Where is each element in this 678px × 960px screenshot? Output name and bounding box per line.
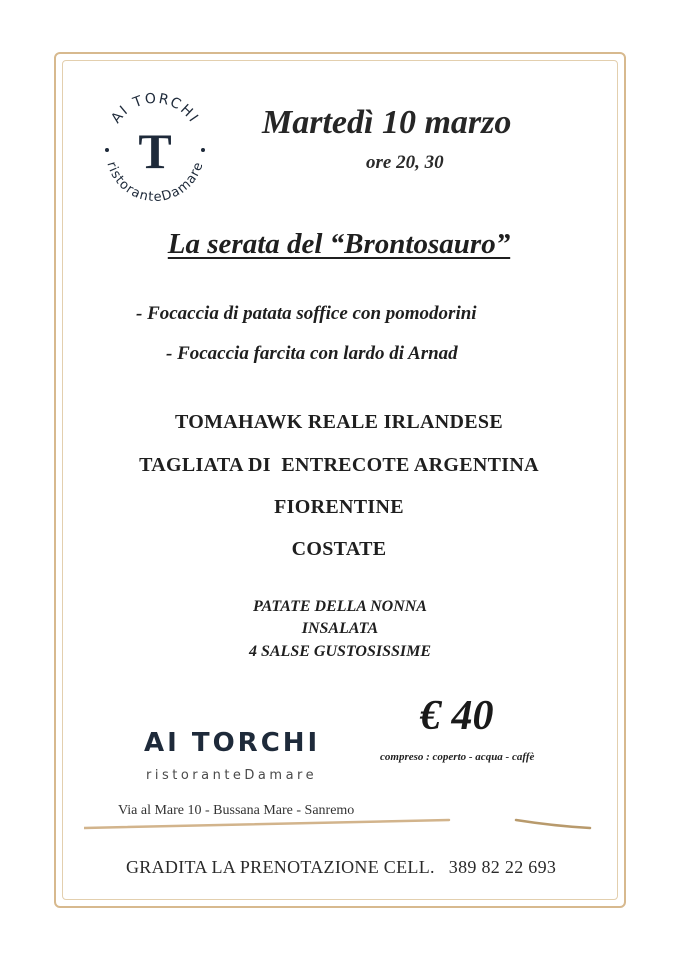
logo-ring-text-top: AI TORCHI	[108, 90, 203, 127]
event-time: ore 20, 30	[366, 152, 444, 173]
starter-item: - Focaccia di patata soffice con pomodorini	[136, 303, 477, 324]
booking-phone[interactable]: 389 82 22 693	[448, 857, 557, 877]
main-course-item: COSTATE	[291, 538, 387, 560]
decorative-swoosh	[84, 812, 594, 834]
event-date: Martedì 10 marzo	[262, 104, 512, 141]
main-course-item: TAGLIATA DI ENTRECOTE ARGENTINA	[139, 454, 539, 476]
brand-subtitle: ristoranteDamare	[146, 768, 318, 783]
event-title: La serata del “Brontosauro”	[167, 228, 511, 260]
brand-name: AI TORCHI	[144, 728, 321, 758]
main-course-item: FIORENTINE	[274, 496, 404, 518]
logo-dot-left	[105, 148, 109, 152]
side-dish-item: PATATE DELLA NONNA	[253, 598, 427, 615]
price-amount: € 40	[420, 693, 494, 739]
side-dish-item: 4 SALSE GUSTOSISSIME	[248, 643, 431, 660]
restaurant-logo	[90, 86, 220, 216]
starter-item: - Focaccia farcita con lardo di Arnad	[166, 343, 458, 364]
logo-dot-right	[201, 148, 205, 152]
logo-monogram: T	[138, 123, 172, 179]
price-note: compreso : coperto - acqua - caffè	[380, 751, 535, 763]
side-dish-item: INSALATA	[301, 620, 379, 637]
restaurant-address: Via al Mare 10 - Bussana Mare - Sanremo	[118, 803, 355, 818]
logo-ring-text-bottom: ristoranteDamare	[103, 159, 207, 206]
booking-label: GRADITA LA PRENOTAZIONE CELL.	[126, 857, 435, 877]
main-course-item: TOMAHAWK REALE IRLANDESE	[174, 411, 503, 433]
booking-line	[126, 857, 556, 878]
